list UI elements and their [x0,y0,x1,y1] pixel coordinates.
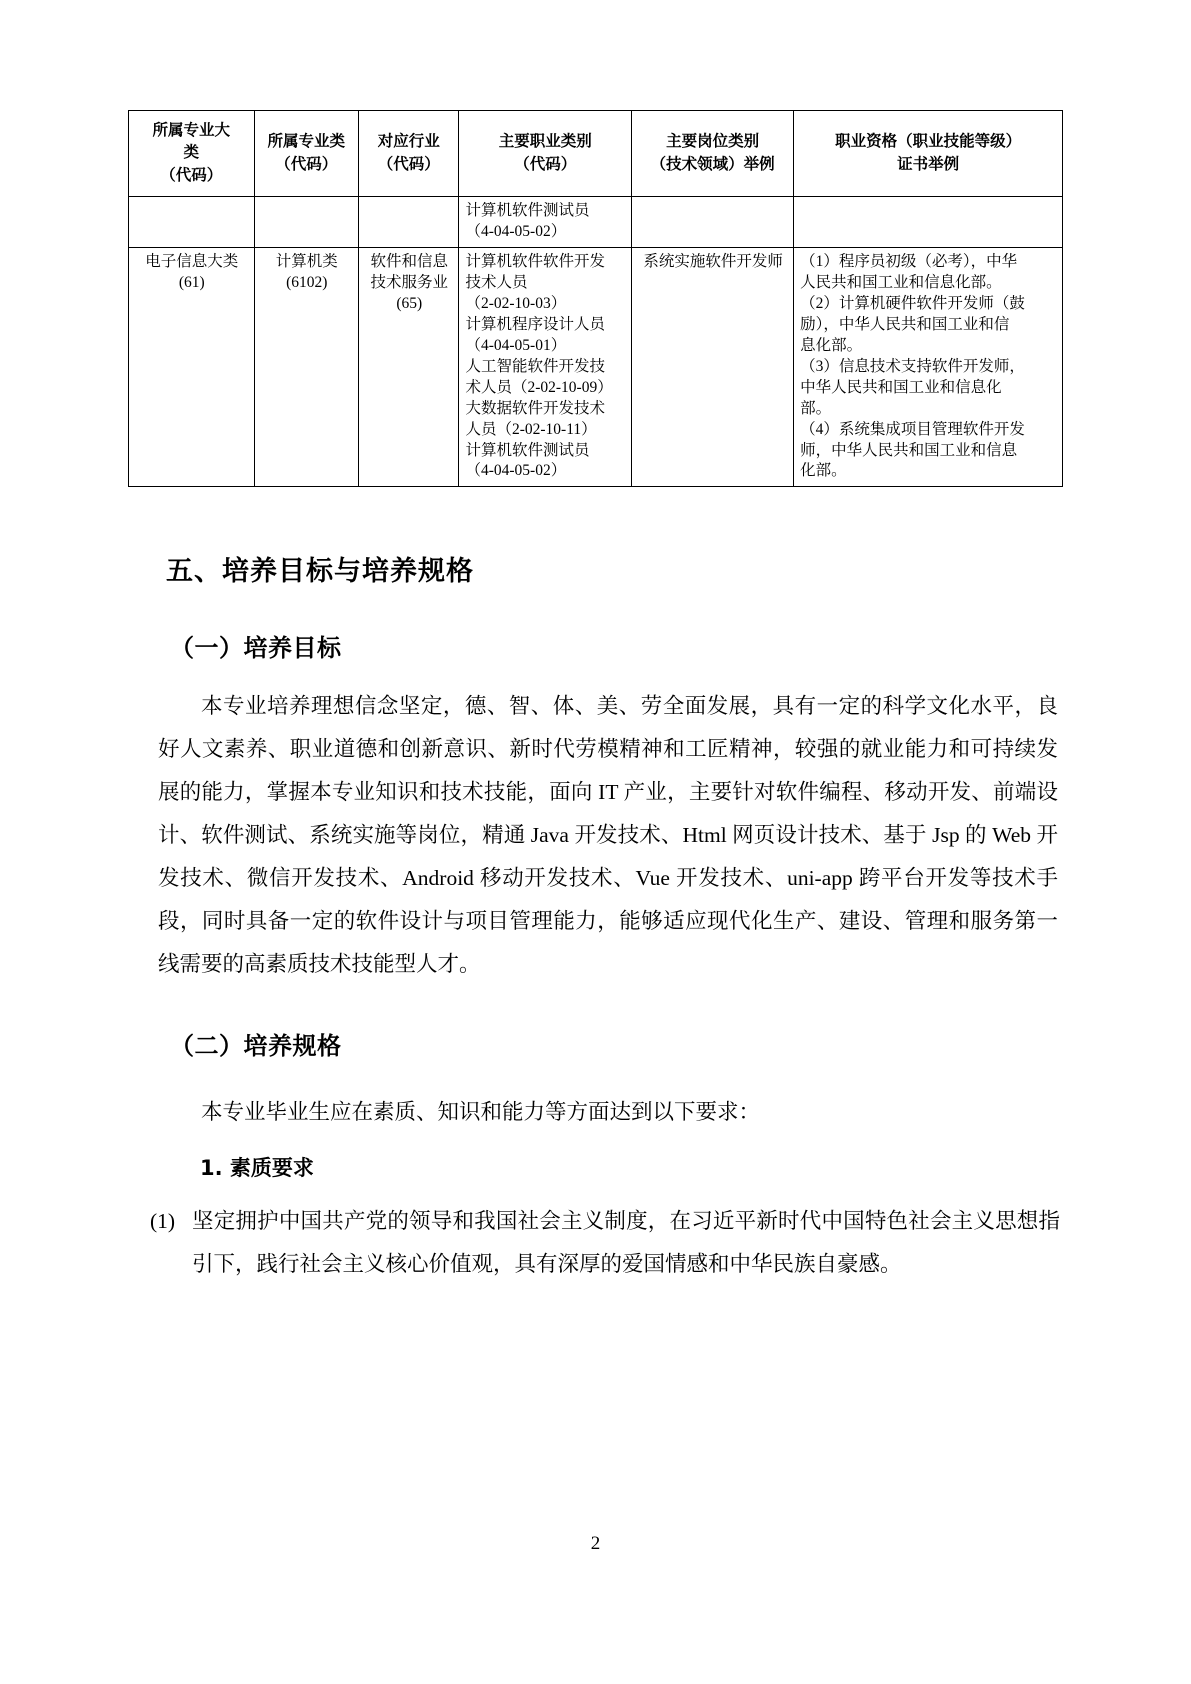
cell-certificate [794,197,1063,248]
cell-position [632,197,794,248]
list-item-number: (1) [150,1209,176,1234]
table-row [129,197,1063,248]
table-header [129,111,1063,197]
occupation-spec-table [128,110,1063,487]
table-header-certificate: 职业资格（职业技能等级） 证书举例 [794,111,1063,197]
cell-major-category: 电子信息大类 (61) [129,248,255,487]
requirement-group-title: 1. 素质要求 [200,1156,314,1181]
cell-occupation: 计算机软件测试员 （4-04-05-02） [459,197,632,248]
table-header-major-class: 所属专业类 （代码） [254,111,359,197]
page-number: 2 [590,1533,601,1554]
table-header-occupation: 主要职业类别 （代码） [459,111,632,197]
list-item-text: 坚定拥护中国共产党的领导和我国社会主义制度，在习近平新时代中国特色社会主义思想指引下，践行社会主义核心价值观，具有深厚的爱国情感和中华民族自豪感。 [192,1209,1060,1277]
table-header-position: 主要岗位类别 （技术领域）举例 [632,111,794,197]
training-spec-intro: 本专业毕业生应在素质、知识和能力等方面达到以下要求： [201,1100,761,1125]
table-header-row [129,111,1063,197]
cell-major-class [254,197,359,248]
table-header-industry: 对应行业 （代码） [359,111,459,197]
table-body [129,197,1063,487]
cell-major-class: 计算机类 (6102) [254,248,359,487]
cell-major-category [129,197,255,248]
list-item [150,1200,1060,1286]
cell-industry: 软件和信息 技术服务业 (65) [359,248,459,487]
cell-industry [359,197,459,248]
table-header-major-category: 所属专业大 类 （代码） [129,111,255,197]
table-row [129,248,1063,487]
subsection-heading-training-objective: （一）培养目标 [170,634,342,663]
cell-occupation: 计算机软件软件开发 技术人员 （2-02-10-03） 计算机程序设计人员 （4-04-05-01） 人工智能软件开发技 术人员（2-02-10-09） 大数据软件开发技术 人员（2-02-10-11） 计算机软件测试员 （4-04-05-02） [459,248,632,487]
training-objective-paragraph: 本专业培养理想信念坚定，德、智、体、美、劳全面发展，具有一定的科学文化水平，良好人文素养、职业道德和创新意识、新时代劳模精神和工匠精神，较强的就业能力和可持续发展的能力，掌握本专业知识和技术技能，面向 IT 产业，主要针对软件编程、移动开发、前端设计、软件测试、系统实施等岗位，精通 Java 开发技术、Html 网页设计技术、基于 Jsp 的 Web 开发技术、微信开发技术、Android 移动开发技术、Vue 开发技术、uni-app 跨平台开发等技术手段，同时具备一定的软件设计与项目管理能力，能够适应现代化生产、建设、管理和服务第一线需要的高素质技术技能型人才。 [158,694,1058,977]
section-heading: 五、培养目标与培养规格 [166,556,474,588]
cell-position: 系统实施软件开发师 [632,248,794,487]
cell-certificate: （1）程序员初级（必考），中华 人民共和国工业和信息化部。 （2）计算机硬件软件开发师（鼓 励），中华人民共和国工业和信 息化部。 （3）信息技术支持软件开发师， 中华人民共和国工业和信息化 部。 （4）系统集成项目管理软件开发 师，中华人民共和国工业和信息 化部。 [794,248,1063,487]
subsection-heading-training-spec: （二）培养规格 [170,1032,342,1061]
